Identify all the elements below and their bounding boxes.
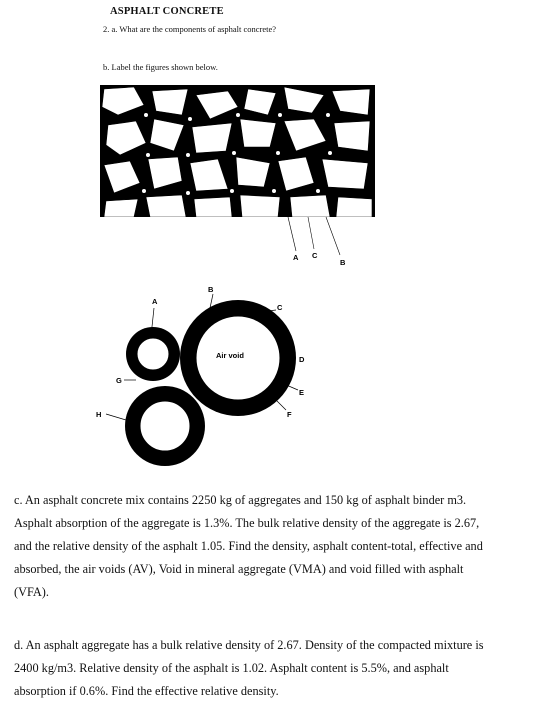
question-2c: [14, 489, 534, 604]
question-2d: [14, 634, 534, 703]
question-2a: 2. a. What are the components of asphalt concrete?: [103, 24, 277, 34]
page-title: ASPHALT CONCRETE: [110, 6, 224, 17]
circle-label-f: F: [287, 410, 292, 419]
top-figure-label-c: C: [312, 251, 318, 260]
circle-label-h: H: [96, 410, 102, 419]
question-d-line: 2400 kg/m3. Relative density of the asphalt is 1.02. Asphalt content is 5.5%, and asphalt: [14, 661, 449, 675]
aggregate-structure-figure: [100, 85, 380, 267]
air-void-label: Air void: [216, 351, 244, 360]
circle-label-g: G: [116, 376, 122, 385]
top-figure-label-b: B: [340, 258, 346, 267]
coated-aggregate-figure: [88, 280, 338, 475]
circle-label-d: D: [299, 355, 305, 364]
circle-label-b: B: [208, 285, 214, 294]
circle-label-a: A: [152, 297, 158, 306]
question-c-line: absorbed, the air voids (AV), Void in mineral aggregate (VMA) and void filled with asphalt: [14, 562, 464, 576]
circle-label-e: E: [299, 388, 305, 397]
question-2b: b. Label the figures shown below.: [103, 62, 218, 72]
circle-label-c: C: [277, 303, 283, 312]
question-c-line: Asphalt absorption of the aggregate is 1.3%. The bulk relative density of the aggregate is 2.67,: [14, 516, 480, 530]
top-figure-label-a: A: [293, 253, 299, 262]
question-c-line: (VFA).: [14, 585, 49, 599]
question-c-line: c. An asphalt concrete mix contains 2250 kg of aggregates and 150 kg of asphalt binder m3.: [14, 493, 467, 507]
question-c-line: and the relative density of the asphalt 1.05. Find the density, asphalt content-total, effective and: [14, 539, 483, 553]
question-d-line: absorption if 0.6%. Find the effective relative density.: [14, 684, 279, 698]
question-d-line: d. An asphalt aggregate has a bulk relative density of 2.67. Density of the compacted mixture is: [14, 638, 484, 652]
